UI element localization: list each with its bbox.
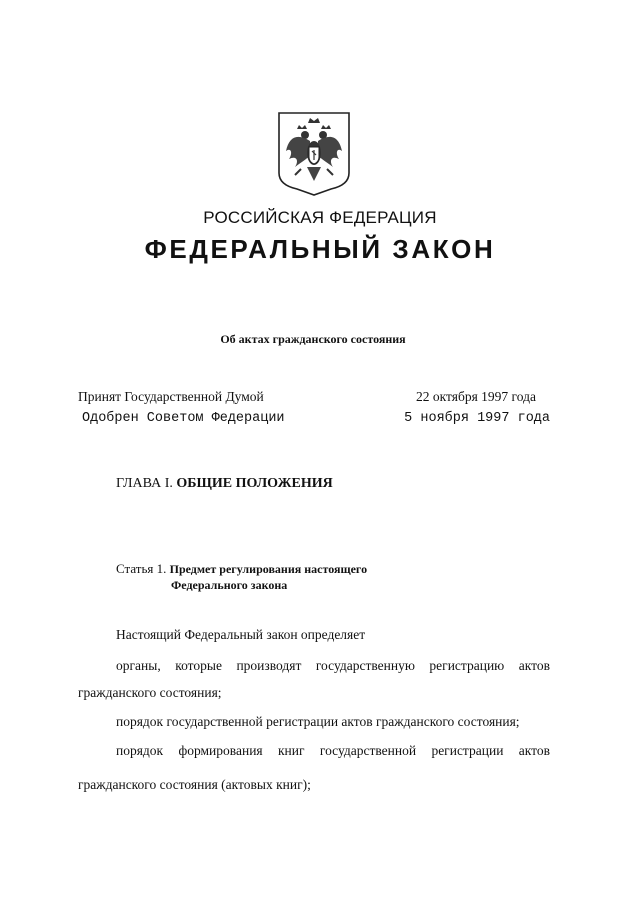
article-title-line2: Федерального закона <box>171 578 288 592</box>
body-word: актов <box>518 743 550 758</box>
body-word: производят <box>236 658 302 673</box>
article-heading <box>116 561 368 592</box>
body-word: государственную <box>315 658 415 673</box>
body-word: государственной <box>319 743 417 758</box>
article-title-line1: Предмет регулирования настоящего <box>169 562 368 576</box>
body-word: книг <box>277 743 305 758</box>
body-word: порядок <box>116 743 164 758</box>
article-number: Статья 1. <box>116 561 167 576</box>
body-word: регистрацию <box>429 658 505 673</box>
chapter-number: ГЛАВА I. <box>116 476 173 491</box>
body-word: которые <box>175 658 222 673</box>
body-item3-line1 <box>116 743 550 759</box>
document-type-heading: ФЕДЕРАЛЬНЫЙ ЗАКОН <box>144 234 496 264</box>
body-item1-line1 <box>116 658 550 674</box>
chapter-title: ОБЩИЕ ПОЛОЖЕНИЯ <box>176 476 333 491</box>
country-name: РОССИЙСКАЯ ФЕДЕРАЦИЯ <box>203 208 437 227</box>
body-intro: Настоящий Федеральный закон определяет <box>116 627 366 642</box>
adopted-label: Принят Государственной Думой <box>78 389 264 404</box>
approved-date: 5 ноября 1997 года <box>404 411 550 426</box>
body-word: регистрации <box>431 743 504 758</box>
approved-label: Одобрен Советом Федерации <box>82 411 285 426</box>
body-word: актов <box>518 658 550 673</box>
body-item2: порядок государственной регистрации актов гражданского состояния; <box>116 714 520 729</box>
body-item3-line2: гражданского состояния (актовых книг); <box>78 777 311 792</box>
adopted-date: 22 октября 1997 года <box>416 389 536 404</box>
russian-coat-of-arms-icon <box>277 111 351 197</box>
body-item1-line2: гражданского состояния; <box>78 685 222 700</box>
chapter-heading <box>116 476 333 492</box>
law-title: Об актах гражданского состояния <box>220 332 406 346</box>
body-word: органы, <box>116 658 161 673</box>
body-word: формирования <box>178 743 263 758</box>
